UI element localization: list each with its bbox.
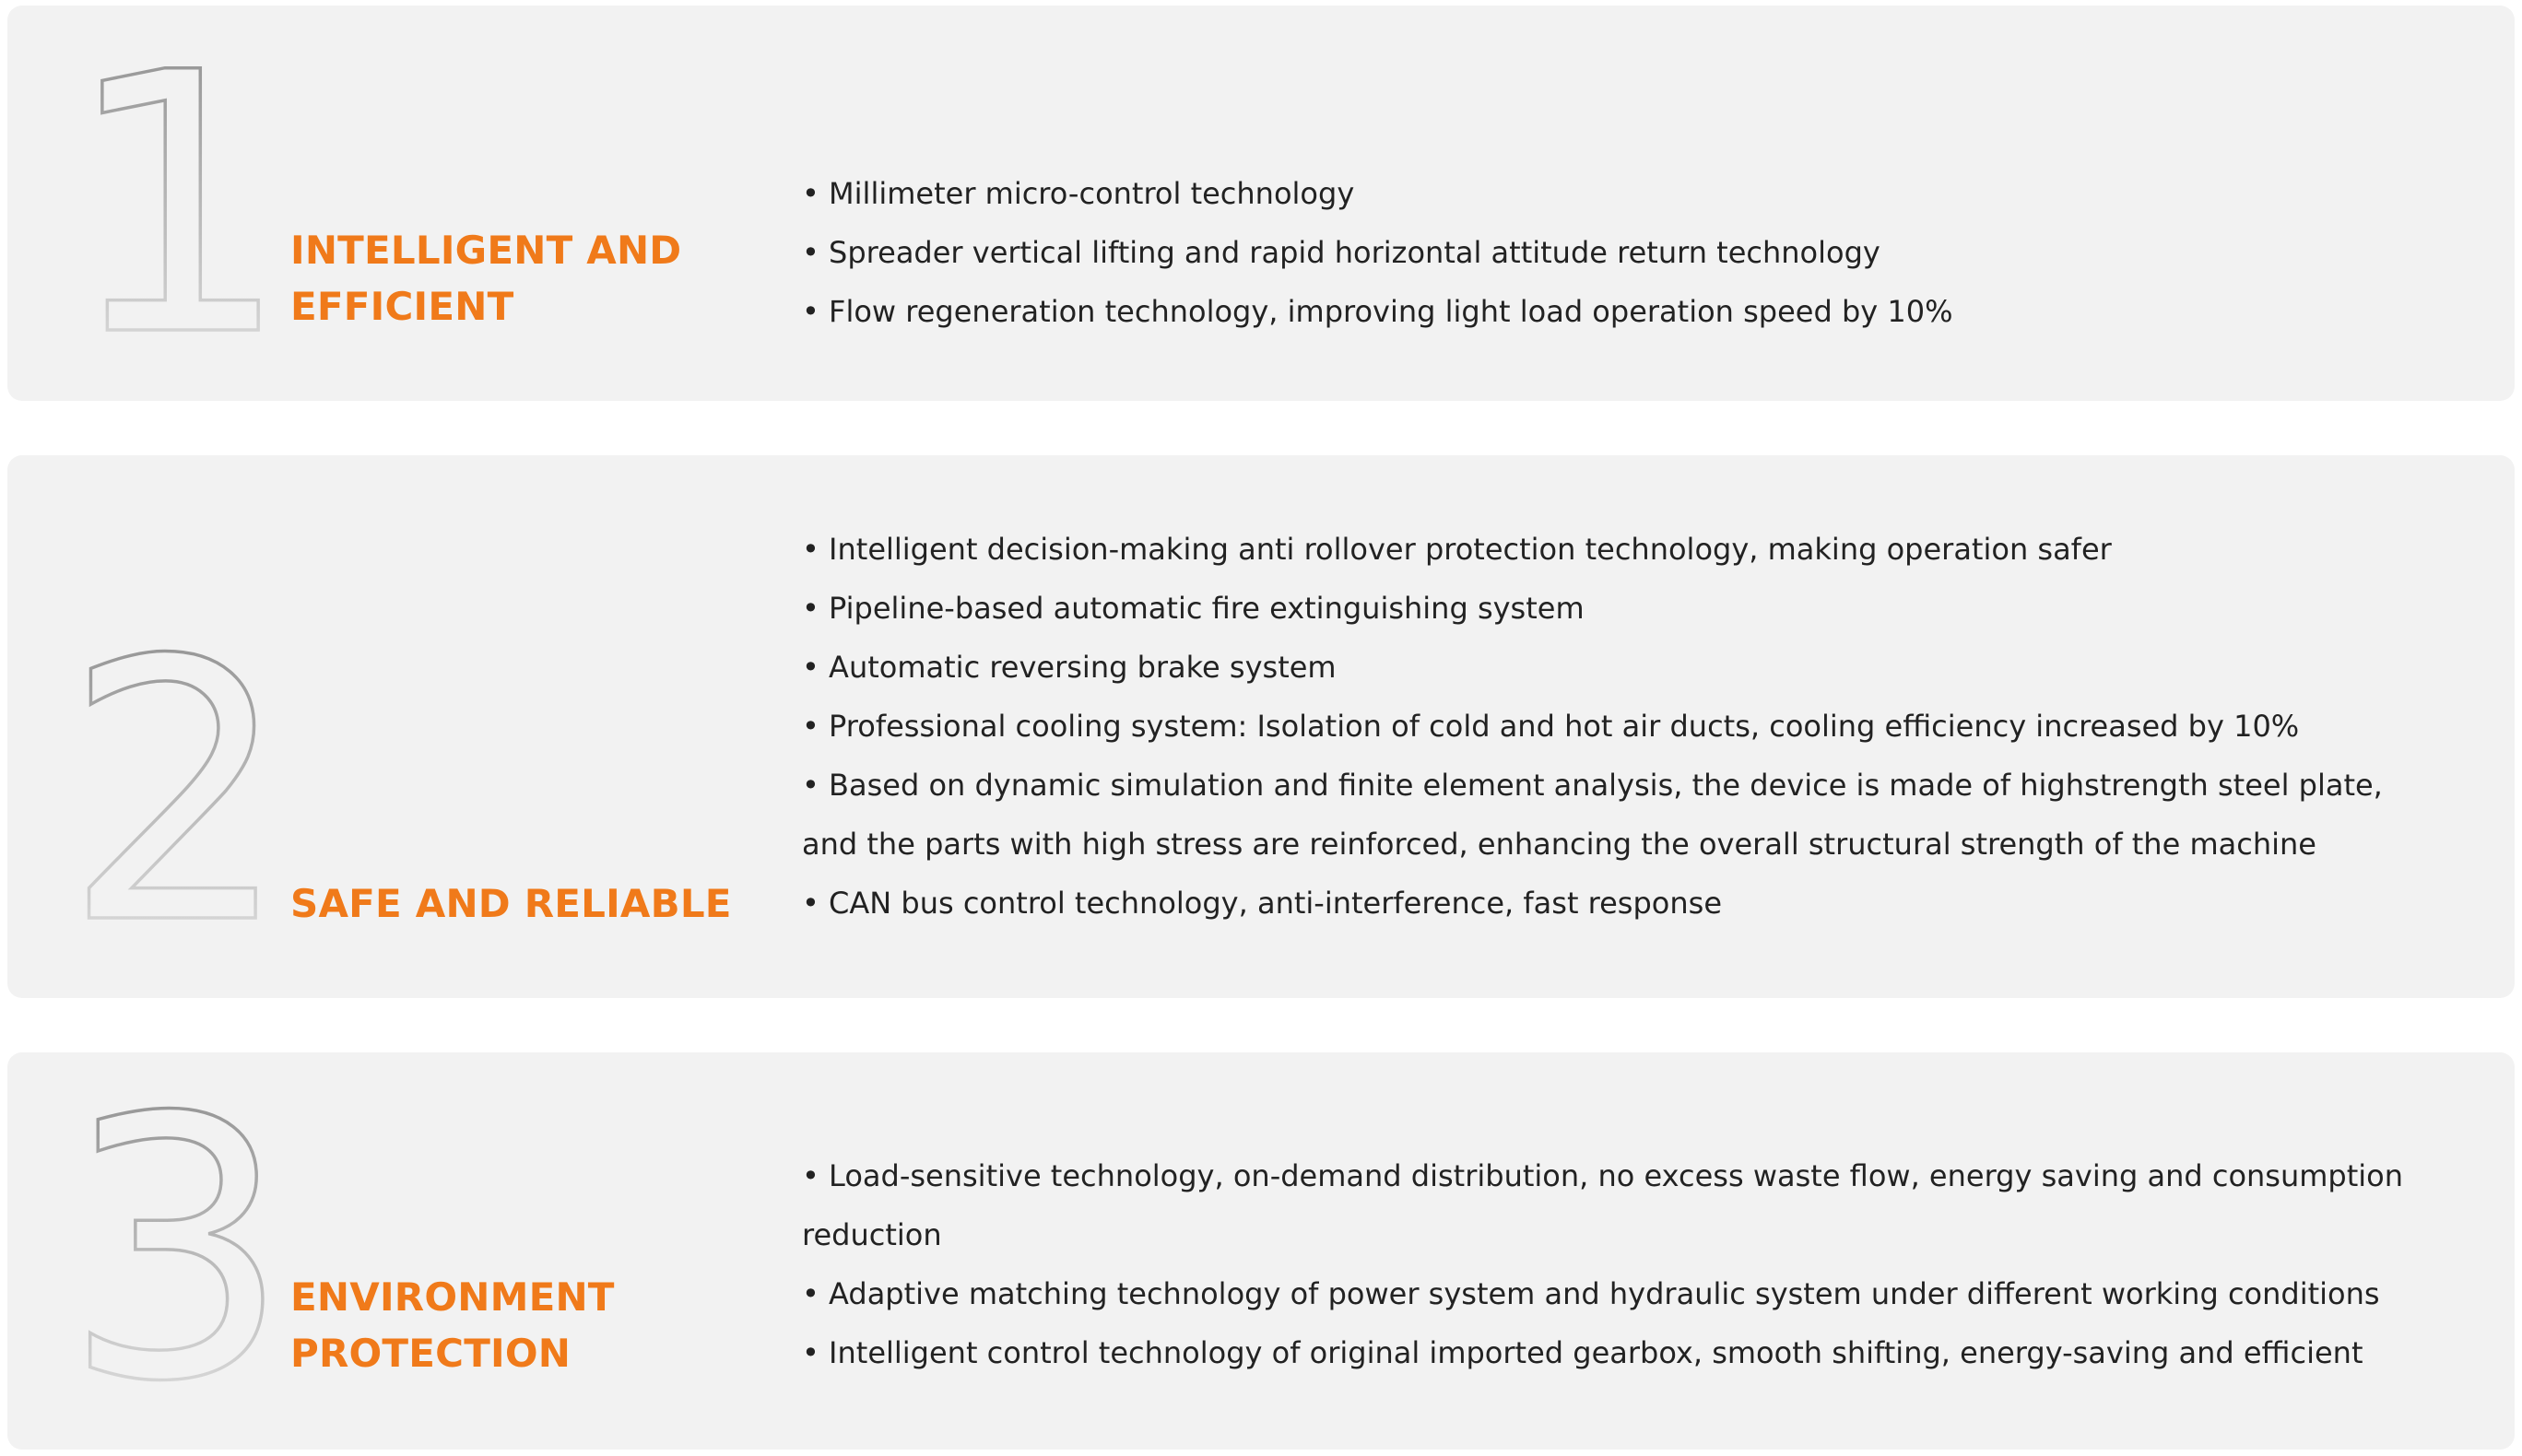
feature-item: • Load-sensitive technology, on-demand distribution, no excess waste flow, energy saving and consumption reduction — [802, 1158, 2404, 1252]
feature-item: • Adaptive matching technology of power system and hydraulic system under different working conditions — [802, 1276, 2380, 1311]
feature-item: • Flow regeneration technology, improving light load operation speed by 10% — [802, 294, 1953, 329]
feature-item: • CAN bus control technology, anti-interference, fast response — [802, 886, 1722, 921]
section-title-line: INTELLIGENT AND — [290, 228, 682, 273]
section-title — [290, 222, 770, 335]
feature-item: • Pipeline-based automatic fire extinguishing system — [802, 591, 1585, 626]
section-number: 3 — [63, 1041, 292, 1456]
section-title-line: PROTECTION — [290, 1331, 572, 1376]
numeral-two-graphic — [63, 584, 292, 1003]
feature-item: • Millimeter micro-control technology — [802, 176, 1355, 211]
feature-item: • Automatic reversing brake system — [802, 650, 1337, 685]
feature-card-intelligent-efficient — [7, 0, 2515, 415]
feature-item: • Based on dynamic simulation and finite element analysis, the device is made of highstrength steel plate, and the parts with high stress are reinforced, enhancing the overall structural strength of the machine — [802, 768, 2383, 862]
numeral-three-graphic — [63, 1041, 292, 1456]
numeral-one-graphic — [63, 0, 292, 415]
section-title-line: SAFE AND RELIABLE — [290, 881, 732, 926]
feature-item: • Professional cooling system: Isolation of cold and hot air ducts, cooling efficiency increased by 10% — [802, 709, 2300, 744]
section-number: 2 — [63, 584, 292, 1003]
feature-item: • Spreader vertical lifting and rapid horizontal attitude return technology — [802, 235, 1880, 270]
feature-list — [802, 1146, 2424, 1382]
section-number: 1 — [63, 0, 292, 415]
feature-card-environment-protection — [7, 1041, 2515, 1456]
section-title — [290, 1269, 770, 1381]
feature-card-safe-reliable — [7, 455, 2515, 1003]
section-title-line: ENVIRONMENT — [290, 1274, 615, 1320]
section-title — [290, 875, 770, 932]
feature-item: • Intelligent control technology of original imported gearbox, smooth shifting, energy-saving and efficient — [802, 1335, 2363, 1370]
feature-list — [802, 164, 2424, 341]
feature-list — [802, 520, 2424, 933]
section-title-line: EFFICIENT — [290, 284, 514, 329]
feature-item: • Intelligent decision-making anti rollover protection technology, making operation safer — [802, 532, 2112, 567]
